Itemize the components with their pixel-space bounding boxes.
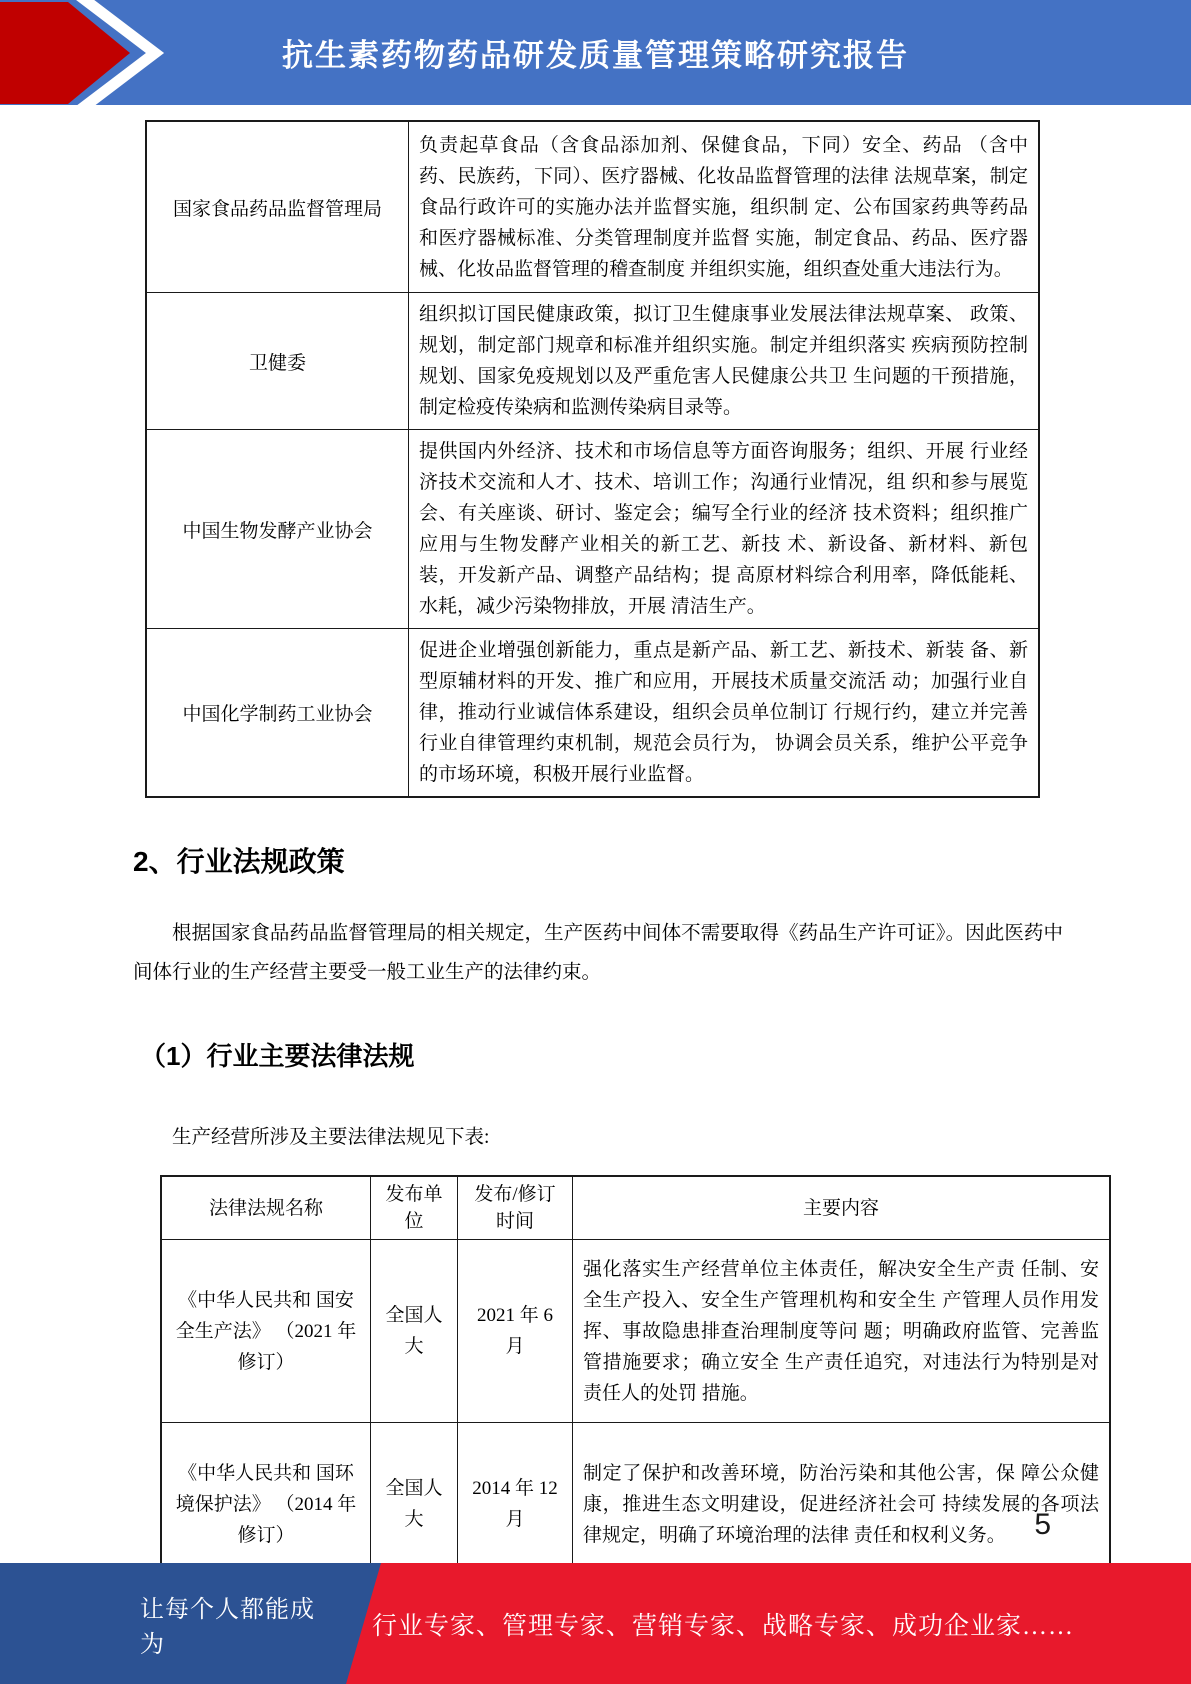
table-row <box>161 1423 1110 1587</box>
section-heading: 2、行业法规政策 <box>133 846 345 877</box>
law-content: 制定了保护和改善环境，防治污染和其他公害，保 障公众健康，推进生态文明建设，促进经济社会可 持续发展的各项法律规定，明确了环境治理的法律 责任和权利义务。 <box>573 1423 1111 1587</box>
org-name: 中国化学制药工业协会 <box>146 629 409 798</box>
table-header-row <box>161 1176 1110 1240</box>
table-row <box>146 629 1039 798</box>
section-paragraph: 根据国家食品药品监督管理局的相关规定，生产医药中间体不需要取得《药品生产许可证》。因此医药中间体行业的生产经营主要受一般工业生产的法律约束。 <box>133 923 1063 983</box>
footer-slogan-left: 让每个人都能成为 <box>140 1596 315 1658</box>
footer-slogan-right: 行业专家、管理专家、营销专家、战略专家、成功企业家…… <box>372 1612 1075 1640</box>
page-number: 5 <box>1034 1508 1051 1541</box>
law-date: 2021 年 6 月 <box>458 1240 573 1423</box>
column-header-content: 主要内容 <box>573 1176 1111 1240</box>
law-content: 强化落实生产经营单位主体责任，解决安全生产责 任制、安全生产投入、安全生产管理机构和安全生 产管理人员作用发挥、事故隐患排查治理制度等问 题；明确政府监管、完善监管措施要求；确立安全 生产责任追究，对违法行为特别是对责任人的处罚 措施。 <box>573 1240 1111 1423</box>
report-title: 抗生素药物药品研发质量管理策略研究报告 <box>282 38 909 73</box>
organizations-table <box>145 120 1040 798</box>
subsection-heading: （1）行业主要法律法规 <box>140 1041 415 1071</box>
table-row <box>146 430 1039 629</box>
footer-banner <box>0 1563 1191 1684</box>
law-issuer: 全国人大 <box>371 1240 458 1423</box>
table-row <box>146 121 1039 293</box>
org-name: 中国生物发酵产业协会 <box>146 430 409 629</box>
org-description: 促进企业增强创新能力，重点是新产品、新工艺、新技术、新装 备、新型原辅材料的开发、推广和应用，开展技术质量交流活 动；加强行业自律，推动行业诚信体系建设，组织会员单位制订 行规行约，建立并完善行业自律管理约束机制，规范会员行为， 协调会员关系，维护公平竞争的市场环境，积极开展行业监督。 <box>409 629 1040 798</box>
law-date: 2014 年 12 月 <box>458 1423 573 1587</box>
org-description: 提供国内外经济、技术和市场信息等方面咨询服务；组织、开展 行业经济技术交流和人才、技术、培训工作；沟通行业情况，组 织和参与展览会、有关座谈、研讨、鉴定会；编写全行业的经济 技术资料；组织推广应用与生物发酵产业相关的新工艺、新技 术、新设备、新材料、新包装，开发新产品、调整产品结构；提 高原材料综合利用率，降低能耗、水耗，减少污染物排放，开展 清洁生产。 <box>409 430 1040 629</box>
table-row <box>146 293 1039 430</box>
org-description: 负责起草食品（含食品添加剂、保健食品，下同）安全、药品 （含中药、民族药，下同）、医疗器械、化妆品监督管理的法律 法规草案，制定食品行政许可的实施办法并监督实施，组织制 定、公布国家药典等药品和医疗器械标准、分类管理制度并监督 实施，制定食品、药品、医疗器械、化妆品监督管理的稽查制度 并组织实施，组织查处重大违法行为。 <box>409 121 1040 293</box>
law-name: 《中华人民共和 国安全生产法》 （2021 年修订） <box>161 1240 371 1423</box>
table-intro-text: 生产经营所涉及主要法律法规见下表: <box>172 1127 490 1148</box>
column-header-issuer: 发布单位 <box>371 1176 458 1240</box>
column-header-date: 发布/修订时间 <box>458 1176 573 1240</box>
table-row <box>161 1240 1110 1423</box>
org-name: 卫健委 <box>146 293 409 430</box>
law-name: 《中华人民共和 国环境保护法》 （2014 年修订） <box>161 1423 371 1587</box>
column-header-law-name: 法律法规名称 <box>161 1176 371 1240</box>
laws-table <box>160 1175 1111 1587</box>
law-issuer: 全国人大 <box>371 1423 458 1587</box>
org-name: 国家食品药品监督管理局 <box>146 121 409 293</box>
org-description: 组织拟订国民健康政策，拟订卫生健康事业发展法律法规草案、 政策、规划，制定部门规章和标准并组织实施。制定并组织落实 疾病预防控制规划、国家免疫规划以及严重危害人民健康公共卫 生问题的干预措施，制定检疫传染病和监测传染病目录等。 <box>409 293 1040 430</box>
report-header-banner <box>0 0 1191 105</box>
